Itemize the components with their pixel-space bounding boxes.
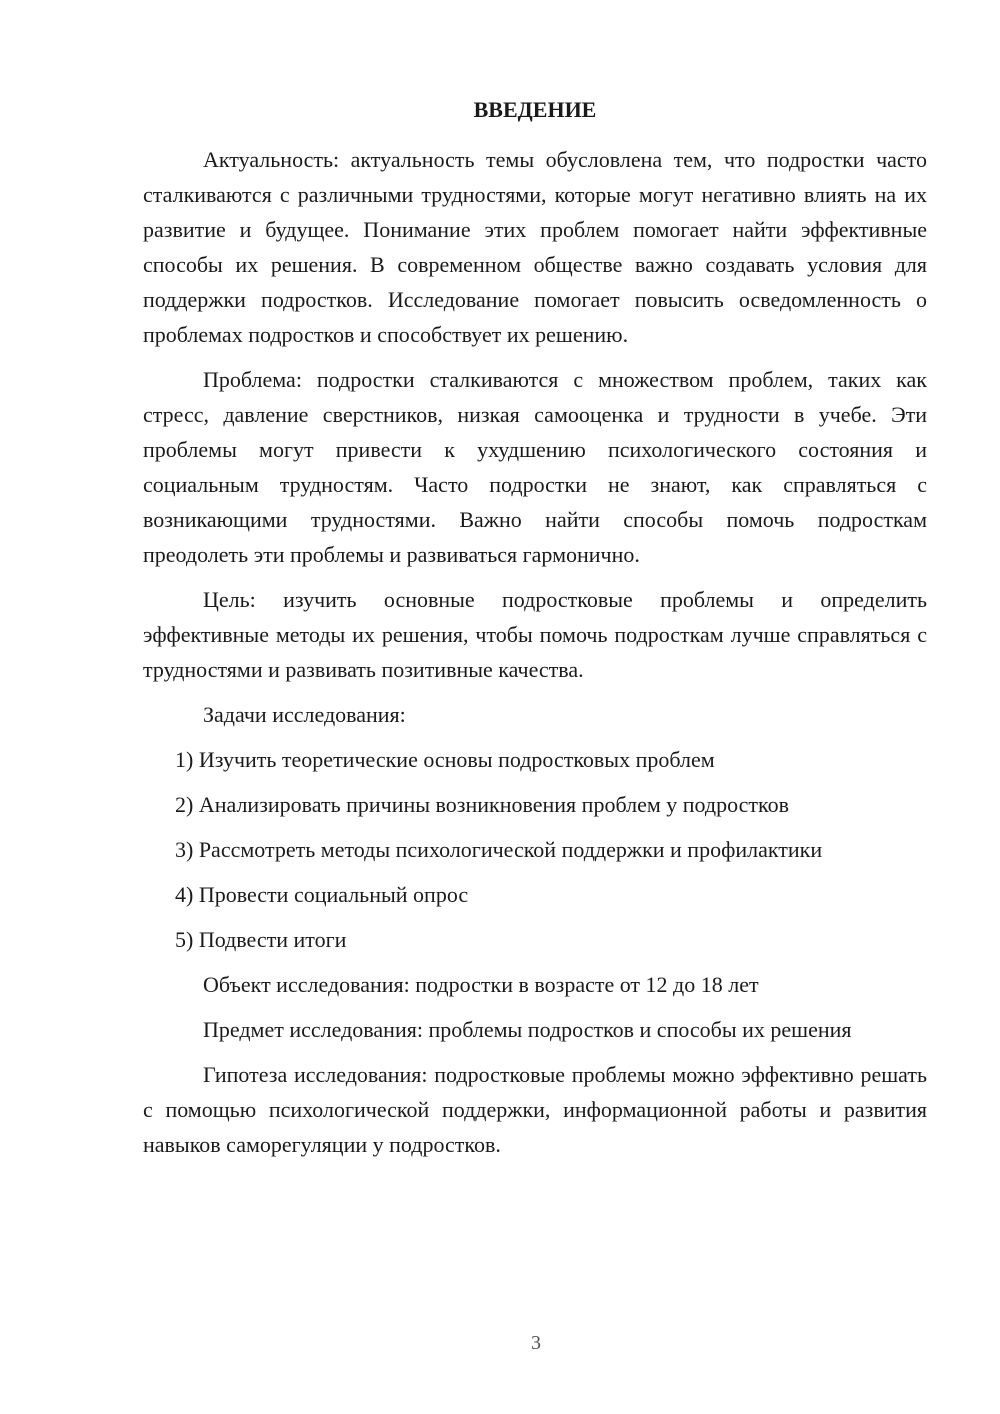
document-page bbox=[143, 92, 927, 1172]
task-item: 2) Анализировать причины возникновения проблем у подростков bbox=[175, 792, 789, 817]
relevance-paragraph: Актуальность: актуальность темы обусловлена тем, что подростки часто сталкиваются с различными трудностями, которые могут негативно влиять на их развитие и будущее. Понимание этих проблем помогает найти эффективные способы их решения. В современном обществе важно создавать условия для поддержки подростков. Исследование помогает повысить осведомленность о проблемах подростков и способствует их решению. bbox=[143, 147, 927, 347]
object-paragraph: Объект исследования: подростки в возрасте от 12 до 18 лет bbox=[203, 972, 759, 997]
goal-paragraph: Цель: изучить основные подростковые проблемы и определить эффективные методы их решения, чтобы помочь подросткам лучше справляться с трудностями и развивать позитивные качества. bbox=[143, 587, 927, 682]
section-title: ВВЕДЕНИЕ bbox=[473, 97, 597, 122]
page-number: 3 bbox=[531, 1332, 541, 1354]
task-item: 3) Рассмотреть методы психологической поддержки и профилактики bbox=[175, 837, 823, 862]
problem-paragraph: Проблема: подростки сталкиваются с множеством проблем, таких как стресс, давление сверстников, низкая самооценка и трудности в учебе. Эти проблемы могут привести к ухудшению психологического состояния и социальным трудностям. Часто подростки не знают, как справляться с возникающими трудностями. Важно найти способы помочь подросткам преодолеть эти проблемы и развиваться гармонично. bbox=[143, 367, 927, 567]
hypothesis-paragraph: Гипотеза исследования: подростковые проблемы можно эффективно решать с помощью психологической поддержки, информационной работы и развития навыков саморегуляции у подростков. bbox=[143, 1062, 927, 1157]
task-item: 1) Изучить теоретические основы подростковых проблем bbox=[175, 747, 715, 772]
subject-paragraph: Предмет исследования: проблемы подростков и способы их решения bbox=[203, 1017, 852, 1042]
task-item: 5) Подвести итоги bbox=[175, 927, 347, 952]
task-item: 4) Провести социальный опрос bbox=[175, 882, 469, 907]
tasks-heading: Задачи исследования: bbox=[203, 702, 406, 727]
